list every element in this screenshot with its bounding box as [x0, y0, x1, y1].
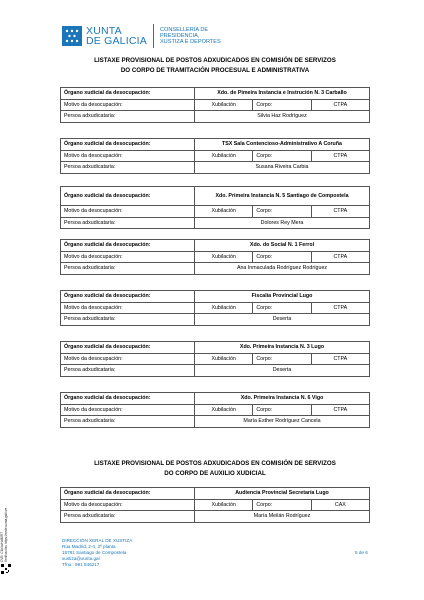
- organ-row: [61, 187, 370, 206]
- footer-phone: Tfno.: 981 546217: [62, 562, 100, 568]
- person-label: Persoa adxudicataria:: [61, 416, 195, 428]
- corps-value: CTPA: [311, 99, 369, 111]
- person-row: [61, 511, 370, 523]
- person-value: Ana Inmaculada Rodríguez Rodríguez: [195, 263, 370, 275]
- corps-label: Corpo:: [253, 404, 311, 416]
- person-row: [61, 314, 370, 326]
- posting-table: [60, 341, 370, 377]
- person-value: María Meilán Rodríguez: [195, 511, 370, 523]
- person-row: [61, 416, 370, 428]
- brand-line-1: XUNTA: [86, 25, 122, 37]
- posting-table: [60, 186, 370, 229]
- section-title-auxilio: [60, 459, 370, 478]
- person-row: [61, 217, 370, 229]
- reason-row: [61, 99, 370, 111]
- posting-grid: [60, 239, 370, 275]
- posting-table: [60, 487, 370, 523]
- reason-label: Motivo da desocupación:: [61, 99, 195, 111]
- corps-value: CTPA: [311, 150, 369, 162]
- person-row: [61, 365, 370, 377]
- organ-row: [61, 488, 370, 500]
- reason-label: Motivo da desocupación:: [61, 150, 195, 162]
- section-title-line: DO CORPO DE TRAMITACIÓN PROCESUAL E ADMINISTRATIVA: [120, 66, 310, 74]
- footer-email: xustiza@xunta.gal: [62, 556, 100, 562]
- header-divider: [153, 24, 154, 48]
- reason-row: [61, 404, 370, 416]
- footer-line: Rúa Madrid, 2-4, 2ª planta: [62, 544, 116, 550]
- organ-label: Órgano xudicial da desocupación:: [61, 291, 195, 303]
- section-title-line: DO CORPO DE AUXILIO XUDICIAL: [164, 469, 266, 477]
- organ-label: Órgano xudicial da desocupación:: [61, 240, 195, 252]
- brand-name: [86, 26, 147, 46]
- organ-label: Órgano xudicial da desocupación:: [61, 139, 195, 151]
- posting-grid: [60, 87, 370, 123]
- posting-table: [60, 87, 370, 123]
- reason-label: Motivo da desocupación:: [61, 251, 195, 263]
- reason-label: Motivo da desocupación:: [61, 404, 195, 416]
- reason-value: Xubilación: [195, 206, 253, 218]
- person-row: [61, 162, 370, 174]
- reason-label: Motivo da desocupación:: [61, 353, 195, 365]
- reason-value: Xubilación: [195, 499, 253, 511]
- organ-label: Órgano xudicial da desocupación:: [61, 88, 195, 100]
- organ-value: Xdo. Primeira Instancia N. 5 Santiago de Compostela: [195, 187, 370, 206]
- person-value: Silvia Haz Rodríguez: [195, 111, 370, 123]
- organ-row: [61, 240, 370, 252]
- reason-row: [61, 150, 370, 162]
- person-value: María Esther Rodríguez Cancela: [195, 416, 370, 428]
- person-label: Persoa adxudicataria:: [61, 217, 195, 229]
- organ-row: [61, 393, 370, 405]
- organ-value: Xdo. Primeira Instancia N. 6 Vigo: [195, 393, 370, 405]
- posting-grid: [60, 341, 370, 377]
- header: [62, 24, 221, 48]
- corps-value: CAX: [311, 499, 369, 511]
- person-label: Persoa adxudicataria:: [61, 162, 195, 174]
- brand-line-2: DE GALICIA: [86, 35, 147, 47]
- organ-value: Xdo. Primeira Instancia N. 3 Lugo: [195, 342, 370, 354]
- posting-table: [60, 138, 370, 174]
- organ-row: [61, 291, 370, 303]
- person-value: Deserta: [195, 314, 370, 326]
- footer-address: [62, 538, 132, 568]
- corps-label: Corpo:: [253, 206, 311, 218]
- reason-value: Xubilación: [195, 302, 253, 314]
- organ-label: Órgano xudicial da desocupación:: [61, 342, 195, 354]
- reason-value: Xubilación: [195, 251, 253, 263]
- posting-table: [60, 239, 370, 275]
- posting-grid: [60, 392, 370, 428]
- reason-label: Motivo da desocupación:: [61, 302, 195, 314]
- posting-grid: [60, 138, 370, 174]
- stamp-line-2: Verificación: https://sede.xunta.gal/cve: [3, 507, 8, 562]
- dept-line-3: XUSTIZA E DEPORTES: [159, 39, 221, 46]
- reason-label: Motivo da desocupación:: [61, 499, 195, 511]
- reason-row: [61, 206, 370, 218]
- organ-value: Xdo. do Social N. 1 Ferrol: [195, 240, 370, 252]
- footer-line: 15781 Santiago de Compostela: [62, 550, 127, 556]
- corps-value: CTPA: [311, 353, 369, 365]
- person-label: Persoa adxudicataria:: [61, 263, 195, 275]
- reason-value: Xubilación: [195, 150, 253, 162]
- reason-row: [61, 499, 370, 511]
- organ-label: Órgano xudicial da desocupación:: [61, 488, 195, 500]
- reason-row: [61, 353, 370, 365]
- reason-label: Motivo da desocupación:: [61, 206, 195, 218]
- corps-label: Corpo:: [253, 499, 311, 511]
- corps-value: CTPA: [311, 251, 369, 263]
- page-number: 5 de 6: [355, 550, 368, 555]
- person-label: Persoa adxudicataria:: [61, 365, 195, 377]
- section-title-line: LISTAXE PROVISIONAL DE POSTOS ADXUDICADOS EN COMISIÓN DE SERVIZOS: [94, 460, 336, 467]
- reason-value: Xubilación: [195, 404, 253, 416]
- organ-label: Órgano xudicial da desocupación:: [61, 187, 195, 206]
- qr-code-icon: [1, 564, 11, 574]
- verification-stamp: [1, 482, 9, 562]
- posting-table: [60, 392, 370, 428]
- corps-value: CTPA: [311, 206, 369, 218]
- corps-value: CTPA: [311, 302, 369, 314]
- organ-row: [61, 139, 370, 151]
- person-value: Deserta: [195, 365, 370, 377]
- footer-line: DIRECCIÓN XERAL DE XUSTIZA: [62, 538, 133, 543]
- corps-label: Corpo:: [253, 251, 311, 263]
- posting-grid: [60, 186, 370, 229]
- corps-value: CTPA: [311, 404, 369, 416]
- posting-grid: [60, 487, 370, 523]
- organ-value: TSX Sala Contencioso-Administrativo A Coruña: [195, 139, 370, 151]
- person-value: Dolores Rey Mera: [195, 217, 370, 229]
- posting-grid: [60, 290, 370, 326]
- xunta-logo-icon: [62, 26, 82, 46]
- organ-value: Fiscalía Provincial Lugo: [195, 291, 370, 303]
- section-title-line: LISTAXE PROVISIONAL DE POSTOS ADXUDICADOS EN COMISIÓN DE SERVIZOS: [94, 57, 336, 64]
- corps-label: Corpo:: [253, 353, 311, 365]
- dept-line-2: PRESIDENCIA,: [159, 32, 200, 39]
- organ-label: Órgano xudicial da desocupación:: [61, 393, 195, 405]
- reason-row: [61, 251, 370, 263]
- person-value: Susana Riveira Carbia: [195, 162, 370, 174]
- person-label: Persoa adxudicataria:: [61, 111, 195, 123]
- reason-row: [61, 302, 370, 314]
- organ-value: Audiencia Provincial Secretaría Lugo: [195, 488, 370, 500]
- stamp-line-1: CVE: C1b1wHzB0R7: [0, 531, 4, 562]
- person-label: Persoa adxudicataria:: [61, 314, 195, 326]
- person-label: Persoa adxudicataria:: [61, 511, 195, 523]
- reason-value: Xubilación: [195, 99, 253, 111]
- department-name: [160, 27, 221, 46]
- person-row: [61, 263, 370, 275]
- posting-table: [60, 290, 370, 326]
- dept-line-1: CONSELLERÍA DE: [159, 26, 209, 33]
- corps-label: Corpo:: [253, 302, 311, 314]
- person-row: [61, 111, 370, 123]
- organ-value: Xdo. de Pimeira Instancia e Instrución N. 3 Carballo: [195, 88, 370, 100]
- corps-label: Corpo:: [253, 99, 311, 111]
- organ-row: [61, 342, 370, 354]
- organ-row: [61, 88, 370, 100]
- reason-value: Xubilación: [195, 353, 253, 365]
- section-title-tramitacion: [60, 56, 370, 75]
- corps-label: Corpo:: [253, 150, 311, 162]
